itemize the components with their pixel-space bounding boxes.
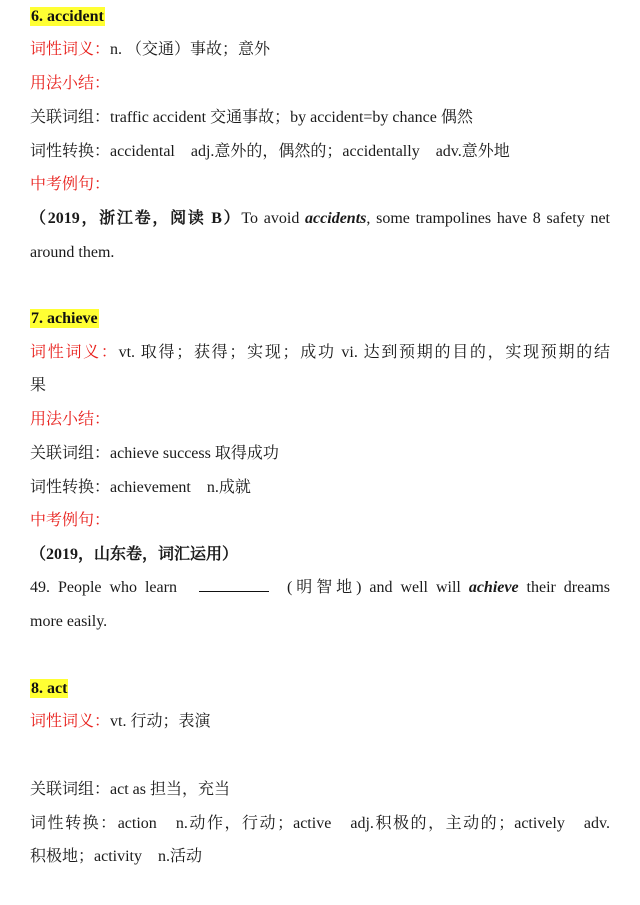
meaning-label: 词性词义： [30,41,111,58]
example-line-2: more easily. [30,613,108,630]
entry-heading-achieve [30,306,610,332]
heading-highlight: 6. accident [31,8,104,25]
example-label: 中考例句： [30,176,111,193]
heading-highlight: 8. act [31,680,68,697]
example-source: （2019，山东卷，词汇运用） [30,546,239,563]
conversion-text: achievement n.成就 [110,479,251,496]
example-keyword: achieve [468,579,519,596]
phrases-line [30,777,610,803]
phrases-label: 关联词组： [30,781,111,798]
conversion-line-2: 积极地；activity n.活动 [30,848,202,865]
example-line [30,206,610,232]
meaning-line [30,37,610,63]
entry-heading-accident [30,4,610,30]
meaning-text: vt. 取得；获得；实现；成功 vi. 达到预期的目的，实现预期的结 [118,344,610,361]
meaning-line [30,709,610,735]
example-line-2: around them. [30,244,115,261]
example-label: 中考例句： [30,512,111,529]
phrases-label: 关联词组： [30,445,111,462]
example-line [30,575,610,601]
phrases-text: achieve success 取得成功 [110,445,279,462]
conversion-label: 词性转换： [30,143,111,160]
example-pre: 49. People who learn [30,579,177,596]
conversion-line [30,475,610,501]
conversion-line [30,139,610,165]
entry-heading-act [30,676,610,702]
conversion-label: 词性转换： [30,479,111,496]
fill-in-blank [199,575,269,592]
conversion-label: 词性转换： [30,815,118,832]
meaning-text: vt. 行动；表演 [110,713,211,730]
example-pre: To avoid [241,210,306,227]
conversion-text: action n.动作，行动；active adj.积极的，主动的；actively adv. [117,815,610,832]
usage-label: 用法小结： [30,411,111,428]
meaning-label: 词性词义： [30,344,119,361]
phrases-line [30,441,610,467]
phrases-text: act as 担当，充当 [110,781,230,798]
meaning-line-2: 果 [30,377,47,394]
phrases-text: traffic accident 交通事故；by accident=by chance 偶然 [110,109,473,126]
conversion-line [30,811,610,837]
conversion-text: accidental adj.意外的，偶然的；accidentally adv.意外地 [110,143,510,160]
meaning-label: 词性词义： [30,713,111,730]
heading-highlight: 7. achieve [31,310,98,327]
example-keyword: accidents [305,210,367,227]
example-hint: (明智地) and well will [286,579,469,596]
example-post: their dreams [518,579,610,596]
phrases-line [30,105,610,131]
phrases-label: 关联词组： [30,109,111,126]
meaning-line [30,340,610,366]
example-source: （2019，浙江卷，阅读 B） [30,210,242,227]
usage-label: 用法小结： [30,75,111,92]
meaning-text: n. （交通）事故；意外 [110,41,271,58]
example-post: , some trampolines have 8 safety net [366,210,610,227]
